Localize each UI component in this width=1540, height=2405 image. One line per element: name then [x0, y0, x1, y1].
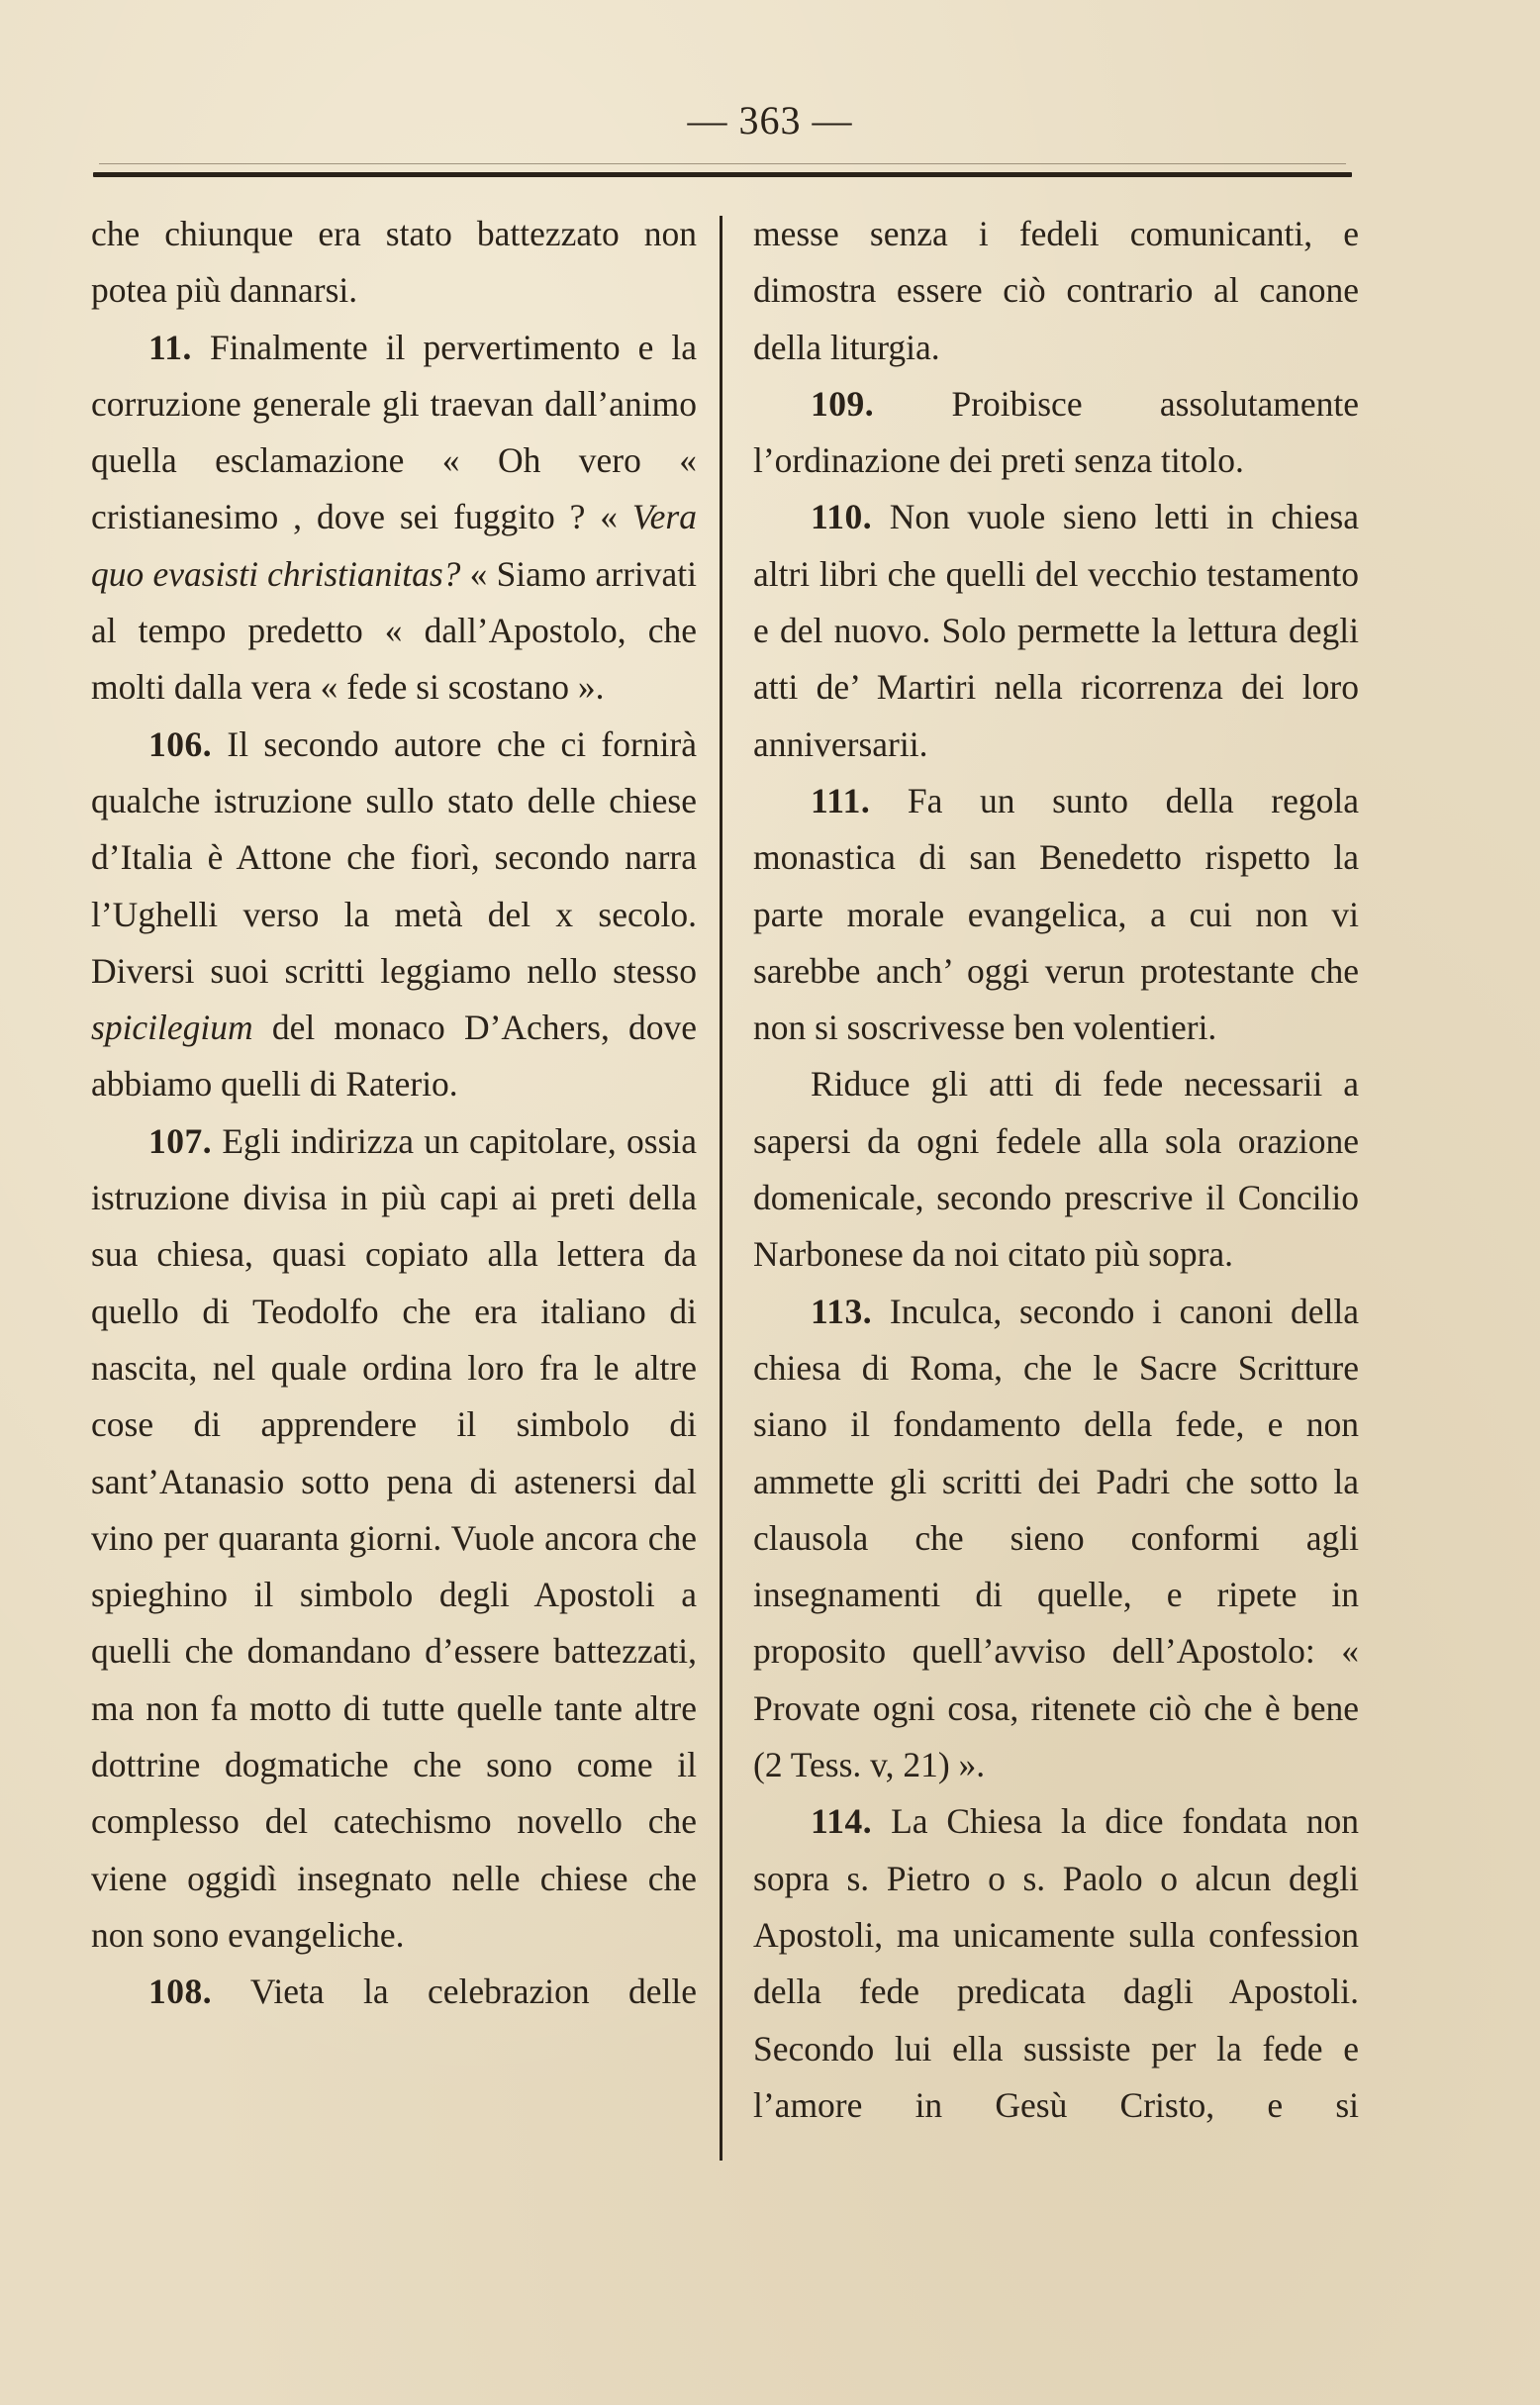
- paragraph-text: Non vuole sieno letti in chiesa altri libri che quelli del vecchio testamento e del nuovo. Solo permette la lettura degli atti de’ Martiri nella ricorrenza dei loro anniversarii.: [753, 497, 1359, 764]
- paragraph-text: Riduce gli atti di fede necessarii a sapersi da ogni fedele alla sola orazione domenicale, secondo prescrive il Concilio Narbonese da noi citato più sopra.: [753, 1064, 1359, 1275]
- paragraph-text: Fa un sunto della regola monastica di san Benedetto rispetto la parte morale evangelica, a cui non vi sarebbe anch’ oggi verun protestante che non si soscrivesse ben volentieri.: [753, 780, 1359, 1048]
- paragraph-111: [753, 773, 1359, 1056]
- paragraph-unnumbered: [753, 1056, 1359, 1283]
- paragraph-number: 11.: [148, 327, 192, 367]
- paragraph-109: [753, 376, 1359, 490]
- paragraph-text: « Siamo arrivati al tempo predetto « dall’Apostolo, che molti dalla vera « fede si scostano ».: [91, 553, 697, 708]
- paragraph-number: 111.: [811, 780, 871, 820]
- paragraph-text: Egli indirizza un capitolare, ossia istruzione divisa in più capi ai preti della sua chiesa, quasi copiato alla lettera da quello di Teodolfo che era italiano di nascita, nel quale ordina loro fra le altre cose di apprendere il simbolo di sant’Atanasio sotto pena di astenersi dal vino per quaranta giorni. Vuole ancora che spieghino il simbolo degli Apostoli a quelli che domandano d’essere battezzati, ma non fa motto di tutte quelle tante altre dottrine dogmatiche che sono come il complesso del catechismo novello che viene oggidì insegnato nelle chiese che non sono evangeliche.: [91, 1120, 698, 1955]
- paragraph-110: [753, 489, 1359, 772]
- paragraph-text: Vieta la celebrazion delle: [249, 1972, 698, 2012]
- paragraph-number: 106.: [148, 723, 213, 764]
- paragraph-number: 113.: [811, 1291, 873, 1331]
- paragraph-11: [91, 320, 697, 717]
- header-thin-rule: [99, 163, 1346, 164]
- page-number: — 363 —: [687, 98, 853, 143]
- paragraph-108: [91, 1964, 697, 2020]
- header-rule: [93, 172, 1352, 177]
- paragraph-text: messe senza i fedeli comunicanti, e dimostra essere ciò contrario al canone della liturgia.: [753, 214, 1359, 367]
- paragraph-107: [91, 1113, 697, 1964]
- paragraph-text: del monaco D’Achers, dove abbiamo quelli di Raterio.: [91, 1008, 698, 1105]
- paragraph-text: Proibisce assolutamente l’ordinazione dei preti senza titolo.: [753, 383, 1360, 481]
- paragraph-number: 110.: [811, 497, 873, 537]
- paragraph-text: Inculca, secondo i canoni della chiesa di Roma, che le Sacre Scritture siano il fondamento della fede, e non ammette gli scritti dei Padri che sotto la clausola che sieno conformi agli insegnamenti di quelle, e ripete in proposito quell’avviso dell’Apostolo: « Provate ogni cosa, ritenete ciò che è bene (2 Tess. v, 21) ».: [753, 1291, 1360, 1785]
- left-column: [91, 206, 697, 2021]
- paragraph-number: 114.: [811, 1801, 873, 1842]
- paragraph-number: 107.: [148, 1120, 213, 1161]
- paragraph-text: che chiunque era stato battezzato non potea più dannarsi.: [91, 214, 697, 311]
- paragraph-continuation: [91, 206, 697, 320]
- paragraph-number: 108.: [148, 1972, 213, 2012]
- paragraph-text: Finalmente il pervertimento e la corruzione generale gli traevan dall’animo quella esclamazione « Oh vero « cristianesimo , dove sei fuggito ? «: [91, 327, 697, 537]
- latin-quote: Vera quo evasisti christianitas?: [91, 497, 697, 594]
- paragraph-text: La Chiesa la dice fondata non sopra s. Pietro o s. Paolo o alcun degli Apostoli, ma unicamente sulla confession della fede predicata dagli Apostoli. Secondo lui ella sussiste per la fede e l’amore in Gesù Cristo, e si: [753, 1801, 1359, 2125]
- column-divider: [720, 216, 722, 2161]
- paragraph-106: [91, 717, 697, 1113]
- latin-term: spicilegium: [91, 1008, 253, 1048]
- right-column: [753, 206, 1359, 2134]
- paragraph-text: Il secondo autore che ci fornirà qualche istruzione sullo stato delle chiese d’Italia è Attone che fiorì, secondo narra l’Ughelli verso la metà del x secolo. Diversi suoi scritti leggiamo nello stesso: [91, 723, 697, 991]
- paragraph-number: 109.: [811, 383, 875, 424]
- paragraph-114: [753, 1793, 1359, 2134]
- paragraph-continuation: [753, 206, 1359, 376]
- paragraph-113: [753, 1284, 1359, 1794]
